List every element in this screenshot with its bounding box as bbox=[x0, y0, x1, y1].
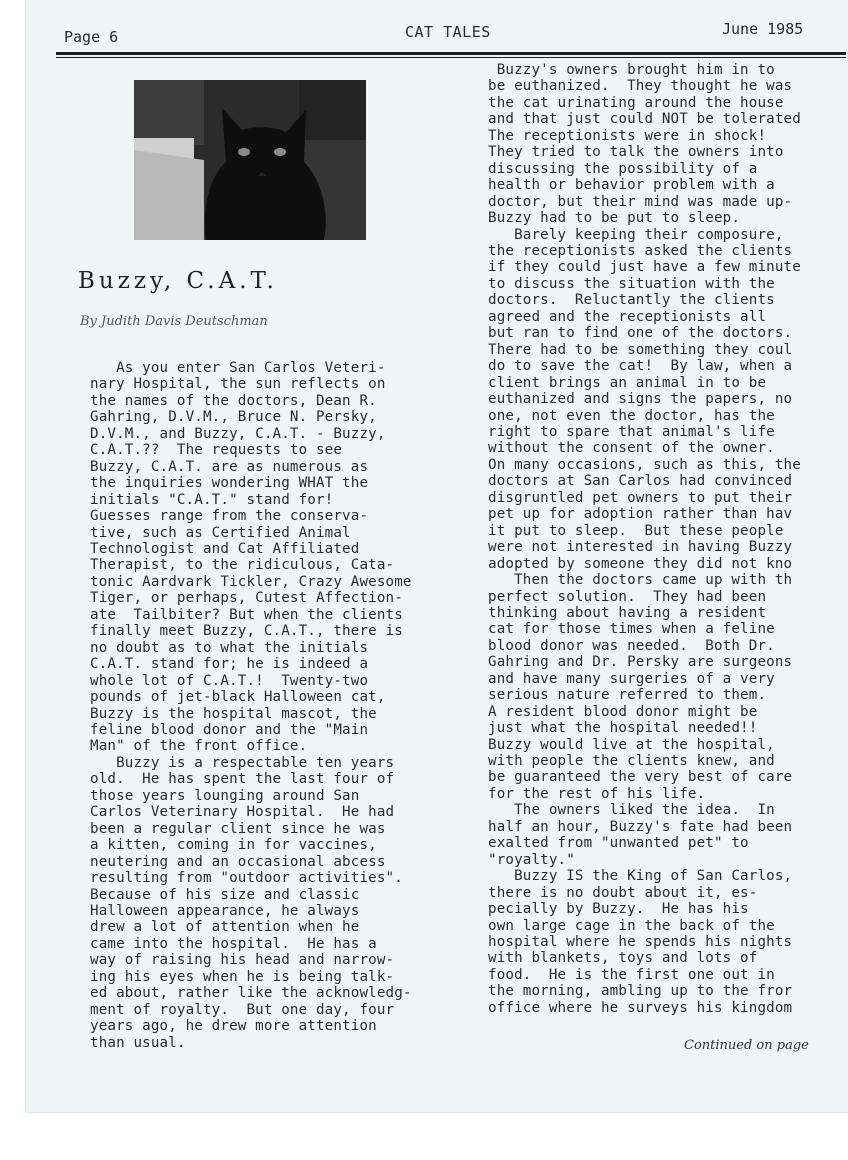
article-column-right: Buzzy's owners brought him in to be euthanized. They thought he was the cat urinating around the house and that just could NOT be tolerated The receptionists were in shock! They tried to talk the owners into discussing the possibility of a health or behavior problem with a doctor, but their mind was made up- Buzzy had to be put to sleep. Barely keeping their composure, the receptionists asked the clients if they could just have a few minute to discuss the situation with the doctors. Reluctantly the clients agreed and the receptionists all but ran to find one of the doctors. There had to be something they coul do to save the cat! By law, when a client brings an animal in to be euthanized and signs the papers, no one, not even the doctor, has the right to spare that animal's life without the consent of the owner. On many occasions, such as this, the doctors at San Carlos had convinced disgruntled pet owners to put their pet up for adoption rather than hav it put to sleep. But these people were not interested in having Buzzy adopted by someone they did not kno Then the doctors came up with th perfect solution. They had been thinking about having a resident cat for those times when a feline blood donor was needed. Both Dr. Gahring and Dr. Persky are surgeons and have many surgeries of a very serious nature referred to them. A resident blood donor might be just what the hospital needed!! Buzzy would live at the hospital, with people the clients knew, and be guaranteed the very best of care for the rest of his life. The owners liked the idea. In half an hour, Buzzy's fate had been exalted from "unwanted pet" to "royalty." Buzzy IS the King of San Carlos, there is no doubt about it, es- pecially by Buzzy. He has his own large cage in the back of the hospital where he spends his nights with blankets, toys and lots of food. He is the first one out in the morning, ambling up to the fror office where he surveys his kingdom bbox=[488, 62, 801, 1016]
continued-note: Continued on page bbox=[684, 1038, 809, 1053]
black-cat-image bbox=[134, 80, 366, 240]
issue-date: June 1985 bbox=[722, 20, 804, 38]
page-number: Page 6 bbox=[64, 28, 119, 46]
header-rule-thick bbox=[56, 52, 846, 55]
publication-title: CAT TALES bbox=[405, 23, 491, 41]
article-title: Buzzy, C.A.T. bbox=[78, 268, 278, 294]
article-byline: By Judith Davis Deutschman bbox=[80, 314, 268, 329]
article-column-left: As you enter San Carlos Veteri- nary Hospital, the sun reflects on the names of the doctors, Dean R. Gahring, D.V.M., Bruce N. Persky, D.V.M., and Buzzy, C.A.T. - Buzzy, C.A.T.?? The requests to see Buzzy, C.A.T. are as numerous as the inquiries wondering WHAT the initials "C.A.T." stand for! Guesses range from the conserva- tive, such as Certified Animal Technologist and Cat Affiliated Therapist, to the ridiculous, Cata- tonic Aardvark Tickler, Crazy Awesome Tiger, or perhaps, Cutest Affection- ate Tailbiter? But when the clients finally meet Buzzy, C.A.T., there is no doubt as to what the initials C.A.T. stand for; he is indeed a whole lot of C.A.T.! Twenty-two pounds of jet-black Halloween cat, Buzzy is the hospital mascot, the feline blood donor and the "Main Man" of the front office. Buzzy is a respectable ten years old. He has spent the last four of those years lounging around San Carlos Veterinary Hospital. He had been a regular client since he was a kitten, coming in for vaccines, neutering and an occasional abcess resulting from "outdoor activities". Because of his size and classic Halloween appearance, he always drew a lot of attention when he came into the hospital. He has a way of raising his head and narrow- ing his eyes when he is being talk- ed about, rather like the acknowledg- ment of royalty. But one day, four years ago, he drew more attention than usual. bbox=[90, 360, 412, 1051]
cat-photo bbox=[134, 80, 366, 240]
header-rule-thin bbox=[56, 57, 846, 58]
